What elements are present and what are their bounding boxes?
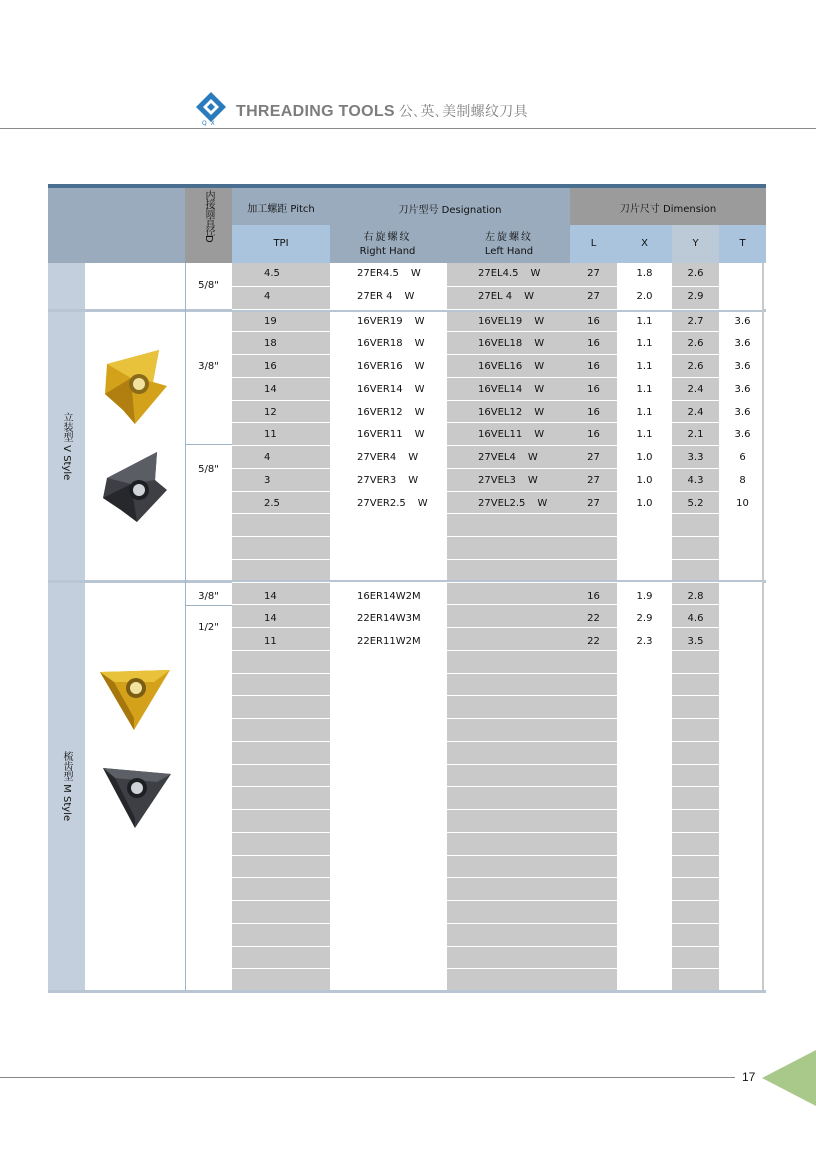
left-hand-suffix: W: [534, 406, 545, 418]
cell-Y: [672, 316, 719, 327]
right-hand-suffix: W: [417, 497, 428, 509]
inner-diameter-value: 1/2": [198, 622, 219, 634]
cell-Y: [672, 591, 719, 602]
cell-value: 1.1: [636, 315, 653, 327]
cell-X: [617, 361, 672, 372]
cell-Y: [672, 498, 719, 509]
cell-value: 27: [587, 290, 600, 302]
table-row: [48, 493, 766, 516]
cell-L: [570, 613, 617, 624]
cell-L: [570, 338, 617, 349]
right-hand-suffix: W: [408, 452, 419, 463]
cell-value: 10: [736, 497, 749, 509]
cell-value: 2.1: [687, 429, 704, 441]
cell-value: 14: [264, 383, 277, 395]
cell-tpi: [264, 407, 330, 418]
cell-value: 22ER14W3M: [357, 613, 421, 625]
cell-value: 14: [264, 590, 277, 602]
cell-value: 16VEL14: [478, 383, 523, 395]
row-divider: [232, 809, 762, 810]
row-divider: [232, 764, 762, 765]
row-divider: [232, 559, 762, 560]
cell-right: [357, 316, 447, 327]
cell-tpi: [264, 475, 330, 486]
cell-left: [478, 429, 570, 440]
cell-L: [570, 636, 617, 647]
cell-Y: [672, 384, 719, 395]
row-divider: [232, 968, 762, 969]
cell-value: 27VER3: [357, 474, 397, 486]
pitch-label: 加工螺距 Pitch: [247, 204, 315, 215]
cell-value: 16VEL11: [478, 429, 523, 441]
cell-value: 1.0: [636, 497, 653, 509]
cell-right: [357, 591, 447, 602]
right-hand-suffix: W: [404, 290, 415, 302]
cell-value: 4: [264, 290, 271, 302]
right-hand-cn: 右旋螺纹: [363, 232, 412, 243]
cell-value: 2.3: [636, 636, 653, 647]
table-row: [48, 424, 766, 447]
cell-right: [357, 613, 447, 624]
row-divider: [232, 946, 762, 947]
cell-value: 3: [264, 474, 271, 486]
table-row: [48, 470, 766, 493]
v-style-label: 立装型 V Style: [61, 411, 72, 481]
cell-value: 2.9: [687, 290, 704, 302]
cell-L: [570, 384, 617, 395]
cell-value: 1.1: [636, 406, 653, 418]
cell-value: 22: [587, 636, 600, 647]
left-hand-suffix: W: [524, 290, 535, 302]
cell-value: 4.6: [687, 613, 704, 625]
cell-right: [357, 498, 447, 509]
dimension-label: 刀片尺寸 Dimension: [619, 204, 717, 215]
cell-value: 16: [587, 361, 600, 372]
designation-label: 刀片型号 Designation: [398, 205, 502, 216]
brand-title: THREADING TOOLS: [236, 103, 395, 120]
cell-left: [478, 268, 570, 279]
cell-left: [478, 316, 570, 327]
cell-tpi: [264, 361, 330, 372]
cell-value: 3.5: [687, 636, 704, 647]
cell-X: [617, 591, 672, 602]
cell-T: [719, 452, 766, 463]
col-Y-label: Y: [692, 238, 699, 249]
left-hand-suffix: W: [530, 268, 541, 279]
row-divider: [232, 309, 762, 310]
cell-value: 27: [587, 268, 600, 279]
table-row: [48, 586, 766, 609]
cell-tpi: [264, 268, 330, 279]
cell-value: 3.6: [734, 406, 751, 418]
cell-value: 2.8: [687, 590, 704, 602]
left-hand-suffix: W: [534, 361, 545, 372]
left-hand-suffix: W: [534, 429, 545, 441]
cell-left: [478, 452, 570, 463]
cell-value: 2.9: [636, 613, 653, 625]
inner-diameter-value: 5/8": [198, 464, 219, 475]
row-divider: [232, 855, 762, 856]
table-row: [48, 608, 766, 634]
cell-value: 2.6: [687, 361, 704, 372]
cell-value: 12: [264, 406, 277, 418]
inner-diameter-label: 内接圆直径D: [203, 190, 214, 242]
cell-right: [357, 268, 447, 279]
cell-value: 2.4: [687, 383, 704, 395]
cell-left: [478, 407, 570, 418]
cell-L: [570, 361, 617, 372]
tpi-label: TPI: [273, 238, 289, 249]
cell-X: [617, 475, 672, 486]
cell-X: [617, 338, 672, 349]
cell-X: [617, 452, 672, 463]
cell-L: [570, 452, 617, 463]
right-hand-suffix: W: [408, 474, 419, 486]
table-row: [48, 356, 766, 379]
cell-right: [357, 475, 447, 486]
cell-value: 3.6: [734, 429, 751, 441]
cell-X: [617, 429, 672, 440]
cell-value: 16: [587, 383, 600, 395]
cell-right: [357, 338, 447, 349]
row-divider: [232, 673, 762, 674]
cell-value: 16VEL12: [478, 406, 523, 418]
cell-value: 16VER11: [357, 429, 403, 441]
cell-value: 16VEL19: [478, 315, 523, 327]
cell-value: 27VEL3: [478, 474, 516, 486]
cell-left: [478, 498, 570, 509]
cell-tpi: [264, 384, 330, 395]
right-hand-suffix: W: [414, 406, 425, 418]
cell-Y: [672, 452, 719, 463]
cell-tpi: [264, 316, 330, 327]
cell-Y: [672, 361, 719, 372]
cell-value: 27: [587, 452, 600, 463]
cell-value: 3.6: [734, 383, 751, 395]
cell-value: 2.4: [687, 406, 704, 418]
page-number: 17: [742, 1070, 756, 1084]
cell-Y: [672, 475, 719, 486]
cell-X: [617, 613, 672, 624]
table-body: [48, 188, 766, 990]
cell-Y: [672, 636, 719, 647]
col-X-label: X: [641, 238, 648, 249]
row-divider: [232, 582, 762, 583]
cell-value: 16VEL18: [478, 338, 523, 350]
cell-value: 2.5: [264, 497, 280, 509]
cell-Y: [672, 613, 719, 624]
col-L-label: L: [590, 238, 597, 249]
right-hand-suffix: W: [414, 338, 425, 350]
m-style-label: 梳齿型 M Style: [61, 751, 72, 822]
col-T-label: T: [739, 238, 746, 249]
row-divider: [232, 695, 762, 696]
left-hand-suffix: W: [534, 315, 545, 327]
cell-X: [617, 268, 672, 279]
left-hand-cn: 左旋螺纹: [485, 232, 533, 243]
cell-value: 4.5: [264, 268, 280, 279]
header-divider: [0, 128, 816, 129]
right-hand-suffix: W: [410, 268, 421, 279]
cell-T: [719, 429, 766, 440]
table-row: [48, 286, 766, 309]
cell-value: 11: [264, 636, 277, 647]
cell-Y: [672, 291, 719, 302]
page-corner-triangle: [762, 1050, 816, 1106]
cell-tpi: [264, 291, 330, 302]
cell-left: [478, 475, 570, 486]
cell-tpi: [264, 338, 330, 349]
cell-L: [570, 591, 617, 602]
cell-left: [478, 361, 570, 372]
logo-text: Q X: [202, 120, 216, 127]
footer-divider: [0, 1077, 735, 1078]
cell-value: 27VER4: [357, 452, 397, 463]
cell-value: 27ER 4: [357, 290, 393, 302]
cell-X: [617, 498, 672, 509]
inner-diameter-value: 5/8": [198, 280, 219, 291]
cell-value: 27EL4.5: [478, 268, 519, 279]
cell-X: [617, 291, 672, 302]
cell-value: 1.1: [636, 429, 653, 441]
cell-value: 2.6: [687, 338, 704, 350]
cell-value: 27: [587, 474, 600, 486]
cell-value: 1.8: [636, 268, 653, 279]
cell-value: 16: [587, 315, 600, 327]
cell-value: 16: [587, 338, 600, 350]
cell-value: 16VER12: [357, 406, 403, 418]
cell-right: [357, 361, 447, 372]
table-bottom-border: [48, 990, 766, 993]
left-hand-suffix: W: [534, 383, 545, 395]
cell-value: 6: [739, 452, 746, 463]
cell-tpi: [264, 636, 330, 647]
spec-table: [48, 188, 766, 990]
table-row: [48, 333, 766, 356]
cell-value: 1.9: [636, 590, 653, 602]
table-row: [48, 447, 766, 475]
cell-X: [617, 384, 672, 395]
row-divider: [232, 923, 762, 924]
cell-value: 16ER14W2M: [357, 590, 421, 602]
cell-value: 2.7: [687, 315, 704, 327]
cell-tpi: [264, 591, 330, 602]
page-title: [236, 101, 528, 121]
left-hand-suffix: W: [534, 338, 545, 350]
left-hand-suffix: W: [537, 497, 548, 509]
cell-value: 16VER18: [357, 338, 403, 350]
cell-value: 16VER14: [357, 383, 403, 395]
cell-right: [357, 291, 447, 302]
cell-value: 27ER4.5: [357, 268, 399, 279]
cell-value: 16: [587, 406, 600, 418]
cell-value: 1.1: [636, 338, 653, 350]
cell-value: 1.0: [636, 474, 653, 486]
cell-left: [478, 291, 570, 302]
cell-T: [719, 361, 766, 372]
cell-L: [570, 268, 617, 279]
cell-value: 14: [264, 613, 277, 625]
cell-value: 16VEL16: [478, 361, 523, 372]
cell-value: 22ER11W2M: [357, 636, 421, 647]
cell-value: 8: [739, 474, 746, 486]
cell-T: [719, 407, 766, 418]
cell-value: 3.6: [734, 338, 751, 350]
cell-right: [357, 407, 447, 418]
cell-tpi: [264, 452, 330, 463]
right-hand-suffix: W: [414, 383, 425, 395]
cell-value: 27VER2.5: [357, 497, 406, 509]
cell-Y: [672, 429, 719, 440]
row-divider: [232, 877, 762, 878]
cell-X: [617, 407, 672, 418]
row-divider: [232, 718, 762, 719]
row-divider: [232, 786, 762, 787]
row-divider: [232, 536, 762, 537]
cell-value: 3.3: [687, 452, 704, 463]
inner-diameter-value: 3/8": [198, 360, 219, 372]
cell-value: 16: [587, 429, 600, 441]
left-hand-en: Left Hand: [484, 246, 534, 257]
table-row: [48, 379, 766, 402]
cell-value: 1.0: [636, 452, 653, 463]
cell-L: [570, 498, 617, 509]
cell-value: 27EL 4: [478, 290, 513, 302]
right-hand-suffix: W: [414, 315, 425, 327]
cell-T: [719, 475, 766, 486]
cell-Y: [672, 268, 719, 279]
cell-value: 19: [264, 315, 277, 327]
cell-value: 27VEL2.5: [478, 497, 526, 509]
cell-right: [357, 452, 447, 463]
cell-tpi: [264, 613, 330, 624]
cell-value: 16VER16: [357, 361, 403, 372]
cell-X: [617, 636, 672, 647]
cell-T: [719, 338, 766, 349]
cell-value: 11: [264, 429, 277, 441]
row-divider: [232, 741, 762, 742]
cell-right: [357, 636, 447, 647]
cell-left: [478, 338, 570, 349]
right-hand-suffix: W: [414, 361, 425, 372]
cell-value: 27VEL4: [478, 452, 516, 463]
cell-tpi: [264, 498, 330, 509]
cell-value: 3.6: [734, 315, 751, 327]
left-hand-suffix: W: [527, 474, 538, 486]
cell-right: [357, 429, 447, 440]
table-row: [48, 402, 766, 425]
cell-value: 1.1: [636, 383, 653, 395]
cell-value: 16: [264, 361, 277, 372]
right-hand-suffix: W: [414, 429, 425, 441]
cell-value: 16VER19: [357, 315, 403, 327]
cell-T: [719, 498, 766, 509]
cell-X: [617, 316, 672, 327]
cell-left: [478, 384, 570, 395]
cell-value: 2.0: [636, 290, 653, 302]
cell-L: [570, 475, 617, 486]
cell-value: 22: [587, 613, 600, 625]
cell-T: [719, 384, 766, 395]
table-row: [48, 263, 766, 291]
table-row: [48, 631, 766, 654]
cell-right: [357, 384, 447, 395]
row-divider: [232, 900, 762, 901]
cell-L: [570, 316, 617, 327]
cell-Y: [672, 338, 719, 349]
cell-value: 27: [587, 497, 600, 509]
cell-L: [570, 429, 617, 440]
cell-value: 4.3: [687, 474, 704, 486]
cell-value: 2.6: [687, 268, 704, 279]
cell-Y: [672, 407, 719, 418]
inner-diameter-value: 3/8": [198, 590, 219, 602]
cell-L: [570, 407, 617, 418]
cell-tpi: [264, 429, 330, 440]
left-hand-suffix: W: [527, 452, 538, 463]
row-divider: [232, 832, 762, 833]
cell-value: 18: [264, 338, 277, 350]
cell-T: [719, 316, 766, 327]
right-hand-en: Right Hand: [359, 246, 416, 257]
cell-value: 1.1: [636, 361, 653, 372]
brand-subtitle: 公､英､美制螺纹刀具: [398, 104, 528, 120]
cell-value: 4: [264, 452, 271, 463]
cell-L: [570, 291, 617, 302]
cell-value: 3.6: [734, 361, 751, 372]
cell-value: 16: [587, 590, 600, 602]
cell-value: 5.2: [687, 497, 704, 509]
